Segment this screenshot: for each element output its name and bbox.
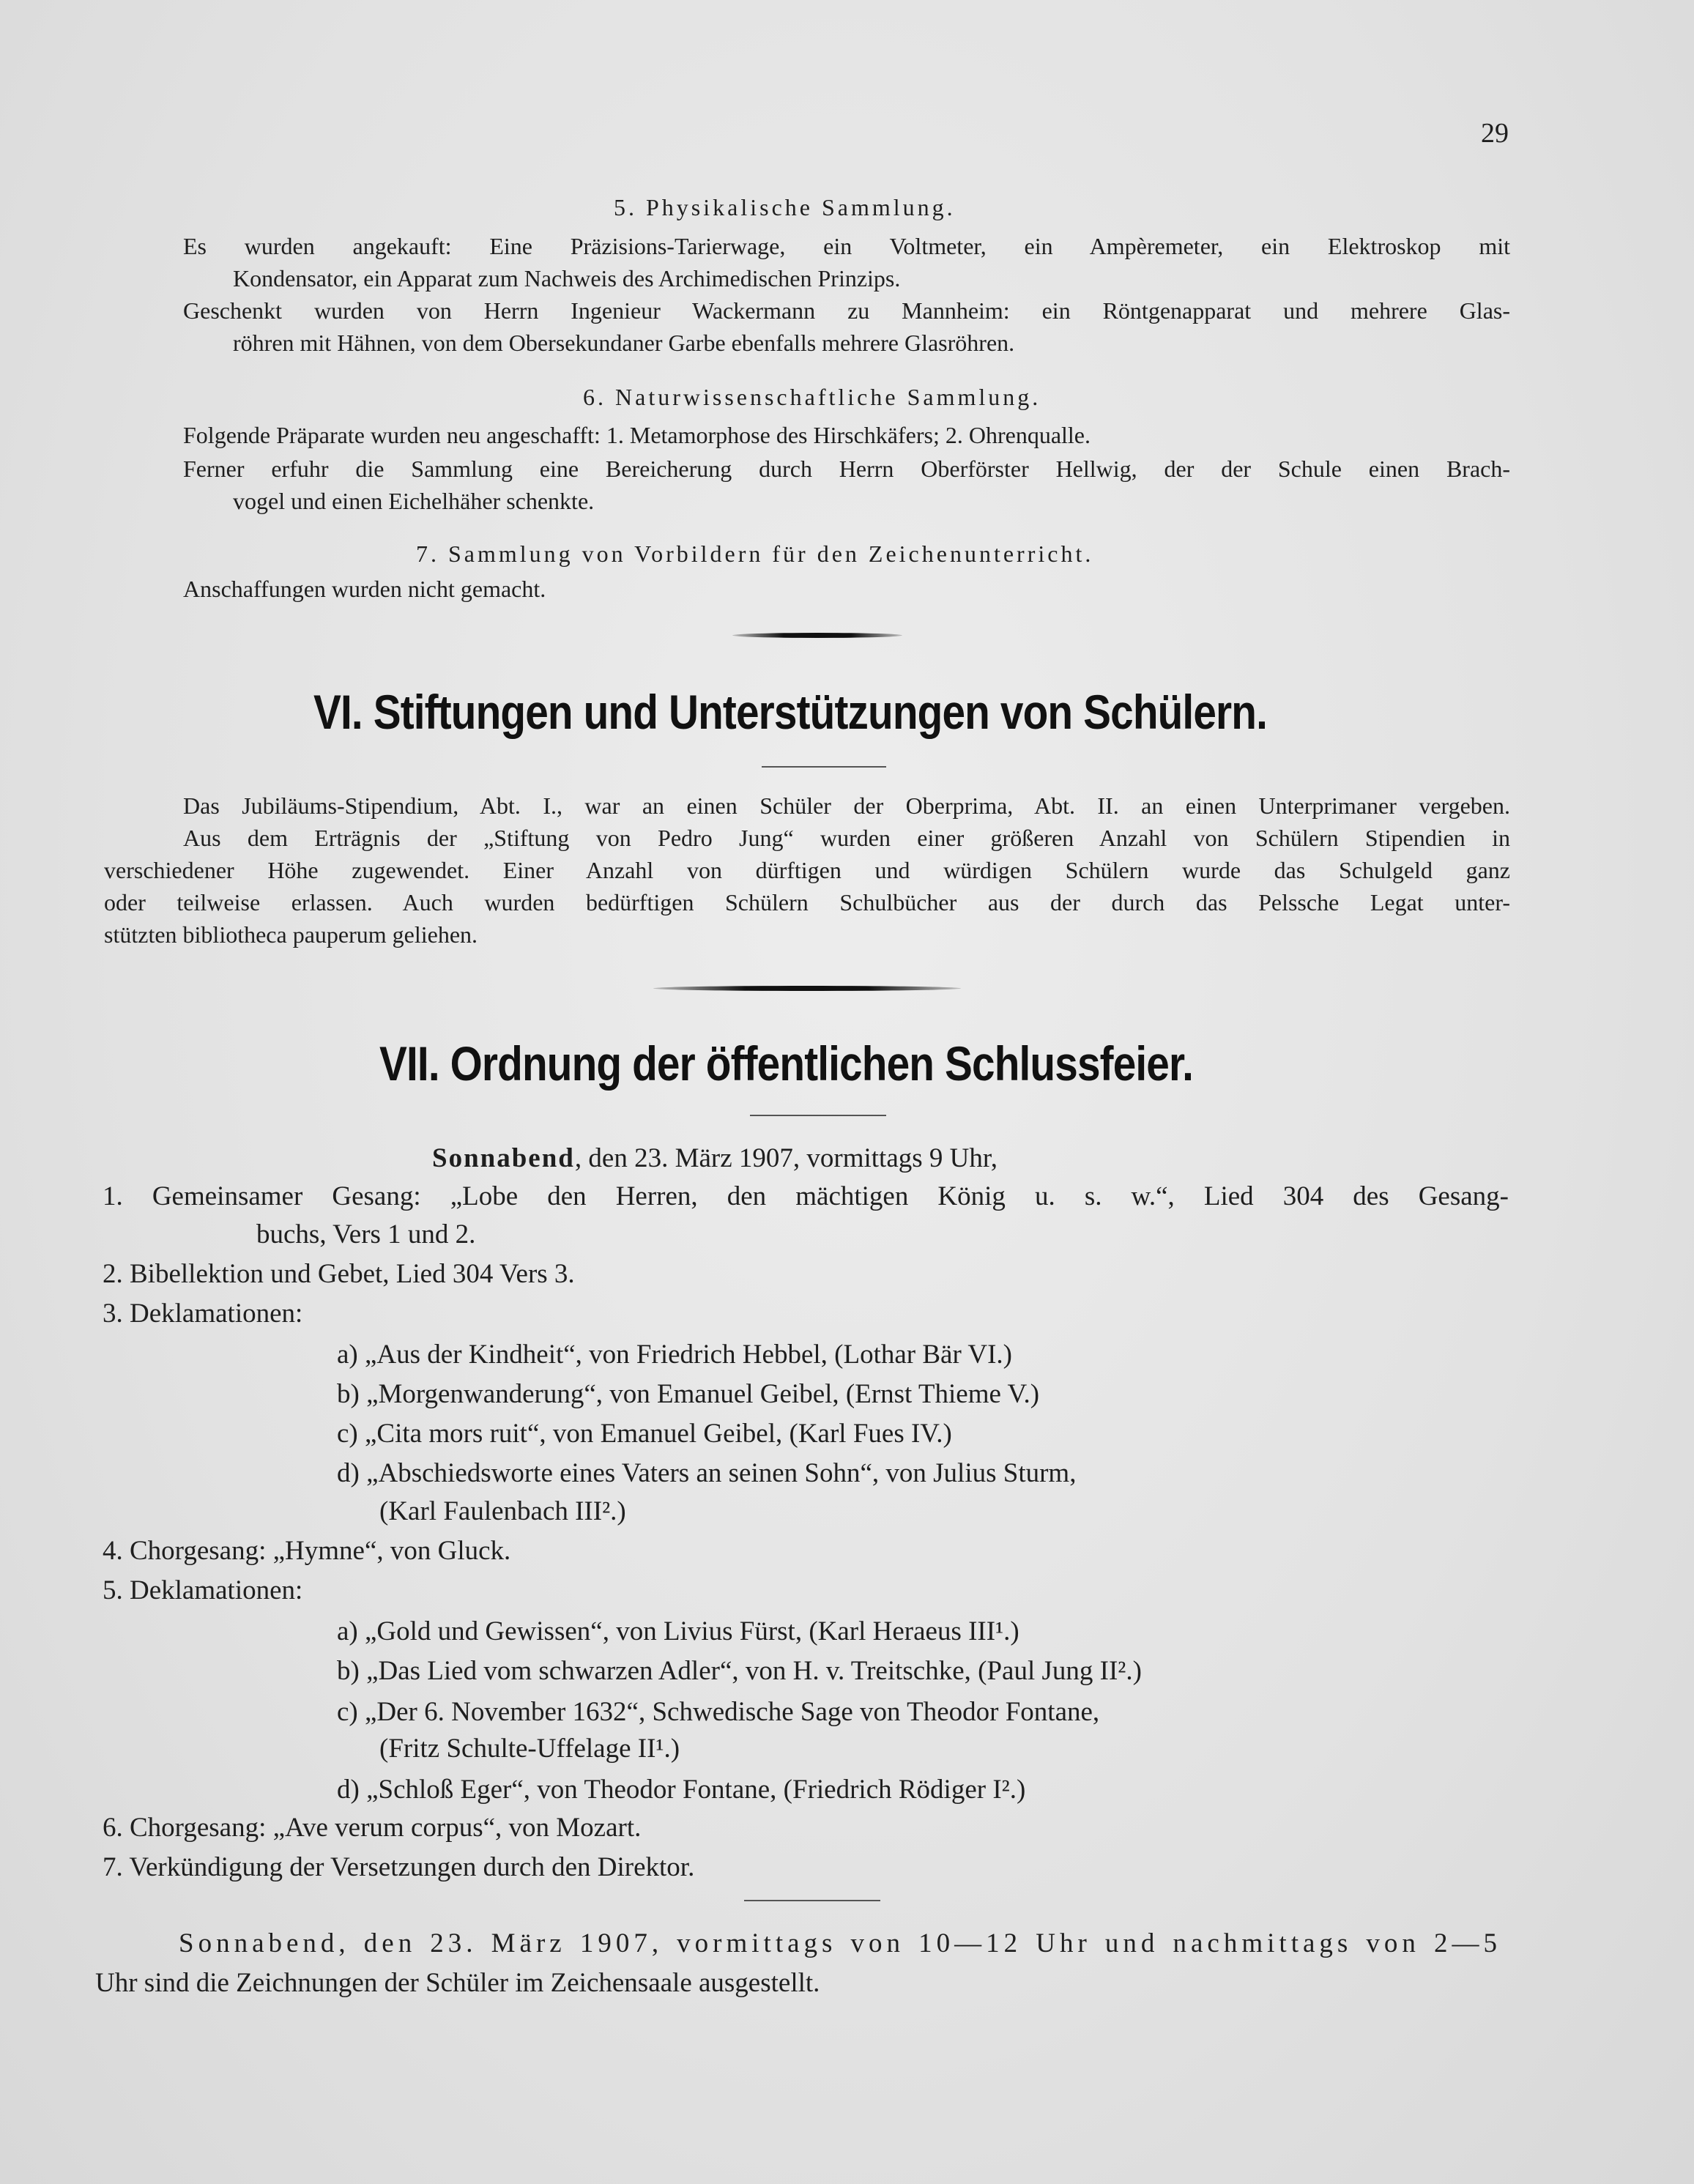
- section-6-heading: 6. Naturwissenschaftliche Sammlung.: [583, 384, 1041, 410]
- closing-line-1: Sonnabend, den 23. März 1907, vormittags von 10—12 Uhr und nachmittags von 2—5: [179, 1928, 1501, 1958]
- chapter-6-line-2: Aus dem Erträgnis der „Stiftung von Pedro Jung“ wurden einer größeren Anzahl von Schülern Stipendien in: [183, 825, 1510, 851]
- section-5-line-1: Es wurden angekauft: Eine Präzisions-Tarierwage, ein Voltmeter, ein Ampèremeter, ein Elektroskop mit: [183, 233, 1510, 259]
- program-line-1: 1. Gemeinsamer Gesang: „Lobe den Herren, den mächtigen König u. s. w.“, Lied 304 des Gesang-: [103, 1181, 1509, 1211]
- section-6-line-3: vogel und einen Eichelhäher schenkte.: [233, 488, 595, 514]
- program-line-3d-cont: (Karl Faulenbach III².): [379, 1496, 626, 1526]
- program-line-5a: a) „Gold und Gewissen“, von Livius Fürst, (Karl Heraeus III¹.): [337, 1616, 1019, 1646]
- program-line-3a: a) „Aus der Kindheit“, von Friedrich Hebbel, (Lothar Bär VI.): [337, 1340, 1012, 1370]
- program-line-2: 2. Bibellektion und Gebet, Lied 304 Vers 3.: [103, 1259, 575, 1289]
- program-line-3: 3. Deklamationen:: [103, 1299, 303, 1329]
- chapter-7-title: VII. Ordnung der öffentlichen Schlussfeier.: [379, 1036, 1194, 1091]
- divider-rule-3: [653, 986, 961, 991]
- section-7-heading: 7. Sammlung von Vorbildern für den Zeichenunterricht.: [416, 541, 1094, 567]
- chapter-6-line-4: oder teilweise erlassen. Auch wurden bedürftigen Schülern Schulbücher aus der durch das Pelssche Legat unter-: [104, 889, 1510, 915]
- program-line-4: 4. Chorgesang: „Hymne“, von Gluck.: [103, 1536, 511, 1566]
- divider-rule-2: [762, 766, 886, 768]
- program-line-5b: b) „Das Lied vom schwarzen Adler“, von H. v. Treitschke, (Paul Jung II².): [337, 1656, 1142, 1686]
- program-line-1b: buchs, Vers 1 und 2.: [256, 1219, 476, 1249]
- program-line-5: 5. Deklamationen:: [103, 1575, 303, 1605]
- program-line-5d: d) „Schloß Eger“, von Theodor Fontane, (Friedrich Rödiger I².): [337, 1775, 1026, 1805]
- chapter-6-line-1: Das Jubiläums-Stipendium, Abt. I., war an einen Schüler der Oberprima, Abt. II. an einen Unterprimaner vergeben.: [183, 792, 1510, 819]
- section-5-line-4: röhren mit Hähnen, von dem Obersekundaner Garbe ebenfalls mehrere Glasröhren.: [233, 330, 1015, 356]
- program-line-3c: c) „Cita mors ruit“, von Emanuel Geibel, (Karl Fues IV.): [337, 1419, 952, 1449]
- closing-line-2: Uhr sind die Zeichnungen der Schüler im Zeichensaale ausgestellt.: [95, 1968, 820, 1998]
- ceremony-date-day: Sonnabend: [432, 1143, 575, 1173]
- program-line-5c-cont: (Fritz Schulte-Uffelage II¹.): [379, 1734, 680, 1764]
- section-5-line-2: Kondensator, ein Apparat zum Nachweis des Archimedischen Prinzips.: [233, 265, 901, 291]
- section-6-line-1: Folgende Präparate wurden neu angeschafft: 1. Metamorphose des Hirschkäfers; 2. Ohrenqualle.: [183, 422, 1091, 448]
- section-7-line-1: Anschaffungen wurden nicht gemacht.: [183, 576, 546, 602]
- divider-rule-5: [744, 1900, 880, 1901]
- section-6-line-2: Ferner erfuhr die Sammlung eine Bereicherung durch Herrn Oberförster Hellwig, der der Schule einen Brach-: [183, 456, 1510, 482]
- page-number: 29: [1481, 118, 1509, 149]
- ceremony-date-rest: , den 23. März 1907, vormittags 9 Uhr,: [574, 1143, 998, 1173]
- chapter-6-line-5: stützten bibliotheca pauperum geliehen.: [104, 921, 478, 948]
- section-5-line-3: Geschenkt wurden von Herrn Ingenieur Wackermann zu Mannheim: ein Röntgenapparat und mehrere Glas-: [183, 297, 1510, 324]
- ceremony-date: [432, 1143, 998, 1174]
- chapter-6-line-3: verschiedener Höhe zugewendet. Einer Anzahl von dürftigen und würdigen Schülern wurde das Schulgeld ganz: [104, 857, 1510, 883]
- section-5-heading: 5. Physikalische Sammlung.: [614, 194, 956, 220]
- program-line-3d: d) „Abschiedsworte eines Vaters an seinen Sohn“, von Julius Sturm,: [337, 1458, 1077, 1488]
- program-line-6: 6. Chorgesang: „Ave verum corpus“, von Mozart.: [103, 1813, 642, 1843]
- chapter-6-title: VI. Stiftungen und Unterstützungen von Schülern.: [313, 685, 1268, 739]
- divider-rule-4: [750, 1115, 886, 1116]
- divider-rule-1: [732, 633, 902, 638]
- program-line-5c: c) „Der 6. November 1632“, Schwedische Sage von Theodor Fontane,: [337, 1697, 1100, 1727]
- program-line-3b: b) „Morgenwanderung“, von Emanuel Geibel, (Ernst Thieme V.): [337, 1379, 1040, 1409]
- program-line-7: 7. Verkündigung der Versetzungen durch den Direktor.: [103, 1852, 695, 1882]
